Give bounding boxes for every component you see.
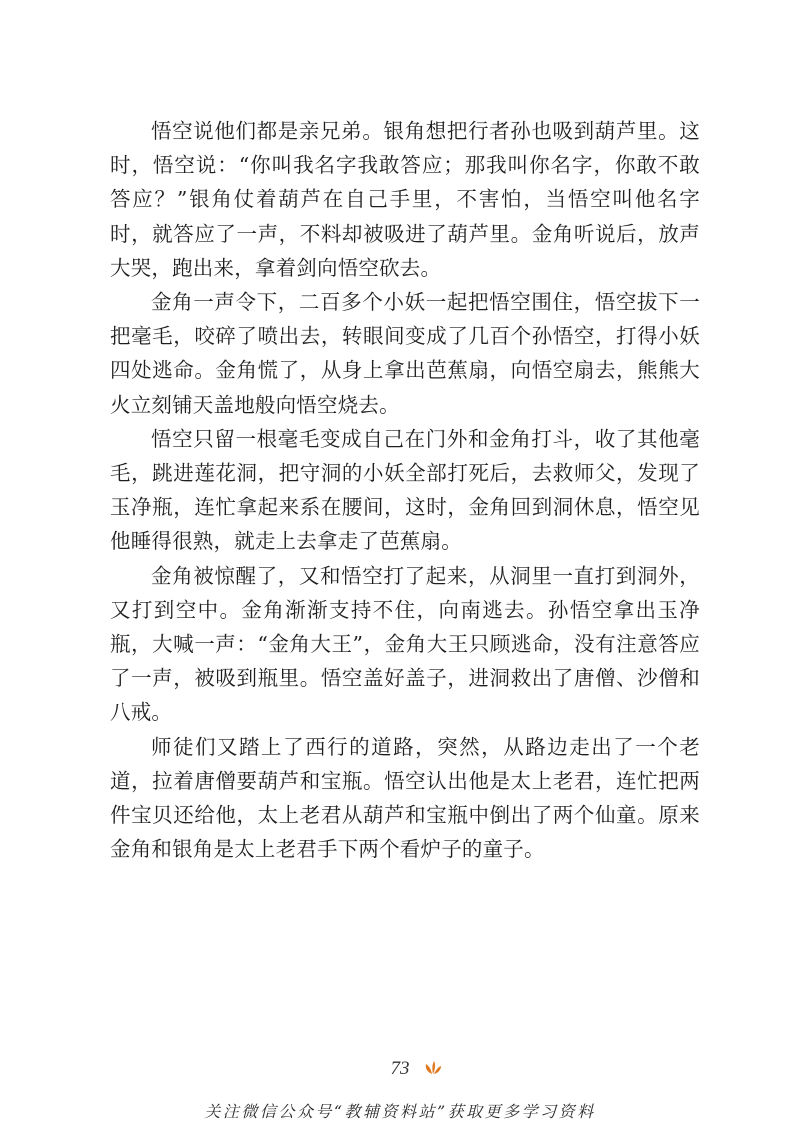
- paragraph: 金角被惊醒了，又和悟空打了起来，从洞里一直打到洞外，又打到空中。金角渐渐支持不住，向南逃去。孙悟空拿出玉净瓶，大喊一声：“金角大王”，金角大王只顾逃命，没有注意答应了一声，被吸到瓶里。悟空盖好盖子，进洞救出了唐僧、沙僧和八戒。: [110, 563, 700, 725]
- leaf-ornament-icon: [424, 1060, 442, 1076]
- paragraph: 悟空只留一根毫毛变成自己在门外和金角打斗，收了其他毫毛，跳进莲花洞，把守洞的小妖全部打死后，去救师父，发现了玉净瓶，连忙拿起来系在腰间，这时，金角回到洞休息，悟空见他睡得很熟，就走上去拿走了芭蕉扇。: [110, 426, 700, 554]
- page-number: 73: [390, 1058, 410, 1079]
- page-footer: [0, 1054, 800, 1084]
- watermark-text: 关注微信公众号“教辅资料站”获取更多学习资料: [204, 1102, 596, 1121]
- body-text: [110, 114, 700, 866]
- paragraph: 金角一声令下，二百多个小妖一起把悟空围住，悟空拔下一把毫毛，咬碎了喷出去，转眼间变成了几百个孙悟空，打得小妖四处逃命。金角慌了，从身上拿出芭蕉扇，向悟空扇去，熊熊大火立刻铺天盖地般向悟空烧去。: [110, 290, 700, 417]
- paragraph: 师徒们又踏上了西行的道路，突然，从路边走出了一个老道，拉着唐僧要葫芦和宝瓶。悟空认出他是太上老君，连忙把两件宝贝还给他，太上老君从葫芦和宝瓶中倒出了两个仙童。原来金角和银角是太上老君手下两个看炉子的童子。: [110, 734, 700, 862]
- paragraph: 悟空说他们都是亲兄弟。银角想把行者孙也吸到葫芦里。这时，悟空说：“你叫我名字我敢答应；那我叫你名字，你敢不敢答应？”银角仗着葫芦在自己手里，不害怕，当悟空叫他名字时，就答应了一声，不料却被吸进了葫芦里。金角听说后，放声大哭，跑出来，拿着剑向悟空砍去。: [110, 119, 700, 280]
